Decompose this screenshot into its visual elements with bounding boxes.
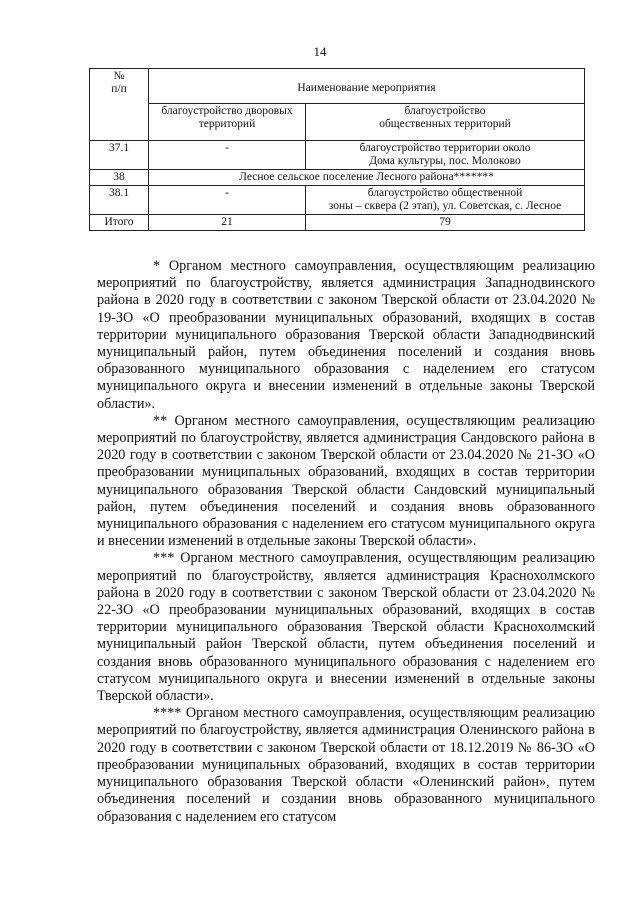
table-row [90, 170, 585, 186]
total-label: Итого [90, 215, 149, 231]
table-header-row [90, 69, 585, 104]
footnote-2: ** Органом местного самоуправления, осуществляющим реализацию мероприятий по благоустройству, является администрация Сандовского района в 2020 году в соответствии с законом Тверской области от 23.04.2020 № 21-ЗО «О преобразовании муниципальных образований, входящих в состав территории муниципального образования Тверской области Сандовский муниципальный район, путем объединения поселений и создания вновь образованного муниципального образования с наделением его статусом муниципального округа и внесении изменений в отдельные законы Тверской области». [97, 412, 595, 550]
page-number: 14 [313, 44, 327, 59]
header-public-cell: благоустройство общественных территорий [306, 104, 585, 141]
table-row [90, 141, 585, 170]
total-yard-value: 21 [149, 215, 306, 231]
header-name-cell: Наименование мероприятия [149, 69, 585, 104]
table-total-row [90, 215, 585, 231]
footnotes [97, 258, 595, 826]
row-public-value: благоустройство общественной зоны – сквера (2 этап), ул. Советская, с. Лесное [306, 186, 585, 215]
row-number: 37.1 [90, 141, 149, 170]
table-subheader-row [90, 104, 585, 141]
footnote-3: *** Органом местного самоуправления, осуществляющим реализацию мероприятий по благоустройству, является администрация Краснохолмского района в 2020 году в соответствии с законом Тверской области от 23.04.2020 № 22-ЗО «О преобразовании муниципальных образований, входящих в состав территории муниципального образования Тверской области Краснохолмский муниципальный район Тверской области, путем объединения поселений и создания вновь образованного муниципального образования с наделением его статусом муниципального округа и внесении изменений в отдельные законы Тверской области». [97, 550, 595, 705]
row-number: 38 [90, 170, 149, 186]
row-public-value: благоустройство территории около Дома культуры, пос. Молоково [306, 141, 585, 170]
row-yard-value: - [149, 186, 306, 215]
total-public-value: 79 [306, 215, 585, 231]
footnote-1: * Органом местного самоуправления, осуществляющим реализацию мероприятий по благоустройству, является администрация Западнодвинского района в 2020 году в соответствии с законом Тверской области от 23.04.2020 № 19-ЗО «О преобразовании муниципальных образований, входящих в состав территории муниципального образования Тверской области Западнодвинский муниципальный район, путем объединения поселений и создания вновь образованного муниципального образования с наделением его статусом муниципального округа и внесении изменений в отдельные законы Тверской области». [97, 258, 595, 412]
footnote-4: **** Органом местного самоуправления, осуществляющим реализацию мероприятий по благоустройству, является администрация Оленинского района в 2020 году в соответствии с законом Тверской области от 18.12.2019 № 86-ЗО «О преобразовании муниципальных образований, входящих в состав территории муниципального образования Тверской области «Оленинский район», путем объединения поселений и создании вновь образованного муниципального образования с наделением его статусом [97, 705, 595, 825]
row-yard-value: - [149, 141, 306, 170]
row-settlement-name: Лесное сельское поселение Лесного района******* [149, 170, 585, 186]
events-table [89, 68, 585, 231]
row-number: 38.1 [90, 186, 149, 215]
table-row [90, 186, 585, 215]
header-yard-cell: благоустройство дворовых территорий [149, 104, 306, 141]
header-number-cell: № п/п [90, 69, 149, 141]
